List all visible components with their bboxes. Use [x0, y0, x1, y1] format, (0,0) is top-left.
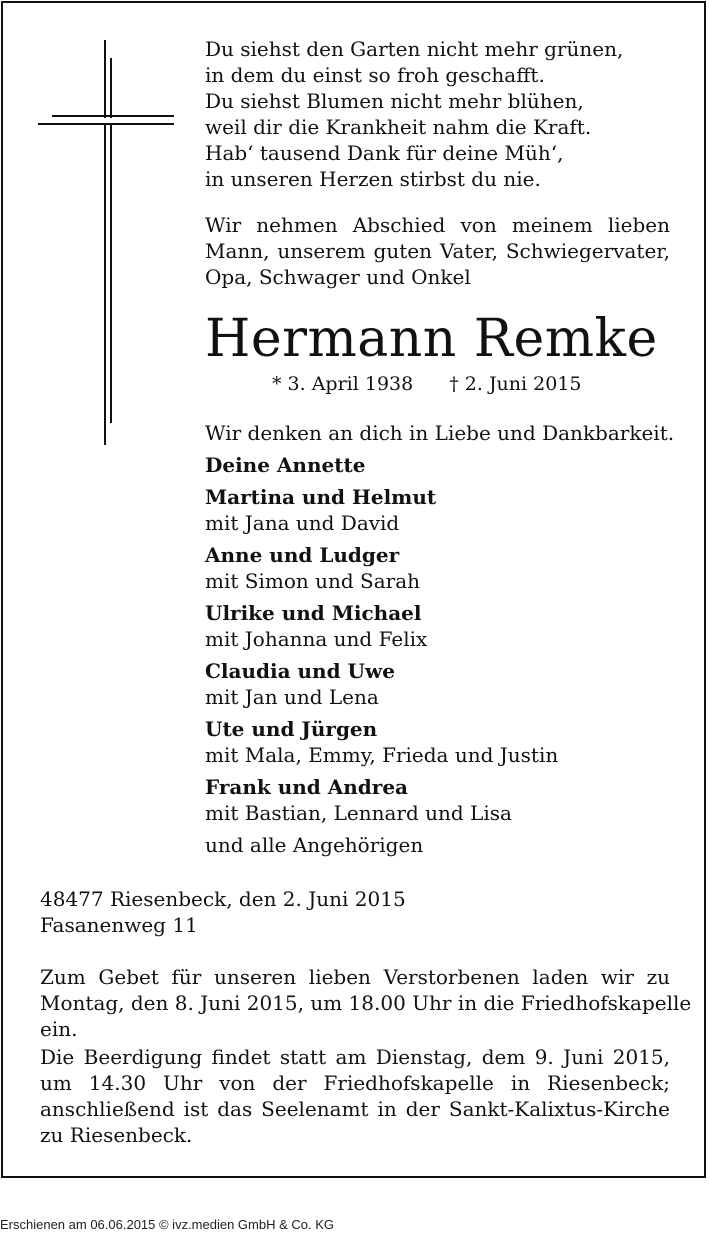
death-date: † 2. Juni 2015 [449, 373, 582, 395]
family-group [205, 774, 670, 826]
poem-line: in unseren Herzen stirbst du nie. [205, 167, 541, 191]
place-date: 48477 Riesenbeck, den 2. Juni 2015 [40, 887, 406, 911]
poem-line: Du siehst den Garten nicht mehr grünen, [205, 37, 624, 61]
funeral-line: Die Beerdigung findet statt am Dienstag, dem 9. Juni 2015, [40, 1045, 670, 1069]
funeral-line: zu Riesenbeck. [40, 1123, 193, 1147]
intro-line: Mann, unserem guten Vater, Schwiegervater, [205, 239, 670, 263]
family-group [205, 658, 670, 710]
street-address: Fasanenweg 11 [40, 913, 198, 937]
prayer-notice [40, 964, 692, 1042]
family-group [205, 600, 670, 652]
funeral-line: anschließend ist das Seelenamt in der Sankt-Kalixtus-Kirche [40, 1097, 670, 1121]
family-names: Martina und Helmut [205, 485, 437, 509]
remembrance-line: Wir denken an dich in Liebe und Dankbarkeit. [205, 421, 675, 445]
family-names: Ulrike und Michael [205, 601, 422, 625]
family-children: mit Johanna und Felix [205, 627, 428, 651]
prayer-line: ein. [40, 1017, 78, 1041]
deceased-name: Hermann Remke [205, 309, 658, 369]
family-group [205, 716, 670, 768]
farewell-intro [205, 212, 670, 290]
life-dates [272, 371, 582, 397]
intro-line: Opa, Schwager und Onkel [205, 265, 471, 289]
family-names: Frank und Andrea [205, 775, 408, 799]
family-names: Ute und Jürgen [205, 717, 378, 741]
family-names: Anne und Ludger [205, 543, 400, 567]
cross-icon [38, 40, 174, 445]
memorial-poem [205, 36, 670, 192]
prayer-line: Montag, den 8. Juni 2015, um 18.00 Uhr in die Friedhofskapelle [40, 991, 692, 1015]
spouse-name: Deine Annette [205, 453, 366, 477]
poem-line: Hab‘ tausend Dank für deine Müh‘, [205, 141, 564, 165]
family-children: mit Bastian, Lennard und Lisa [205, 801, 512, 825]
relatives-line: und alle Angehörigen [205, 833, 424, 857]
funeral-notice [40, 1044, 670, 1148]
poem-line: weil dir die Krankheit nahm die Kraft. [205, 115, 592, 139]
family-children: mit Jana und David [205, 511, 400, 535]
family-list [205, 420, 675, 858]
publication-credit: Erschienen am 06.06.2015 © ivz.medien GmbH & Co. KG [0, 1217, 335, 1232]
family-children: mit Jan und Lena [205, 685, 379, 709]
family-group [205, 484, 670, 536]
prayer-line: Zum Gebet für unseren lieben Verstorbenen laden wir zu [40, 965, 670, 989]
address-block [40, 886, 670, 938]
poem-line: in dem du einst so froh geschafft. [205, 63, 545, 87]
intro-line: Wir nehmen Abschied von meinem lieben [205, 213, 670, 237]
family-children: mit Mala, Emmy, Frieda und Justin [205, 743, 559, 767]
poem-line: Du siehst Blumen nicht mehr blühen, [205, 89, 584, 113]
family-children: mit Simon und Sarah [205, 569, 421, 593]
family-group [205, 542, 670, 594]
funeral-line: um 14.30 Uhr von der Friedhofskapelle in Riesenbeck; [40, 1071, 670, 1095]
birth-date: * 3. April 1938 [272, 373, 414, 395]
family-names: Claudia und Uwe [205, 659, 395, 683]
